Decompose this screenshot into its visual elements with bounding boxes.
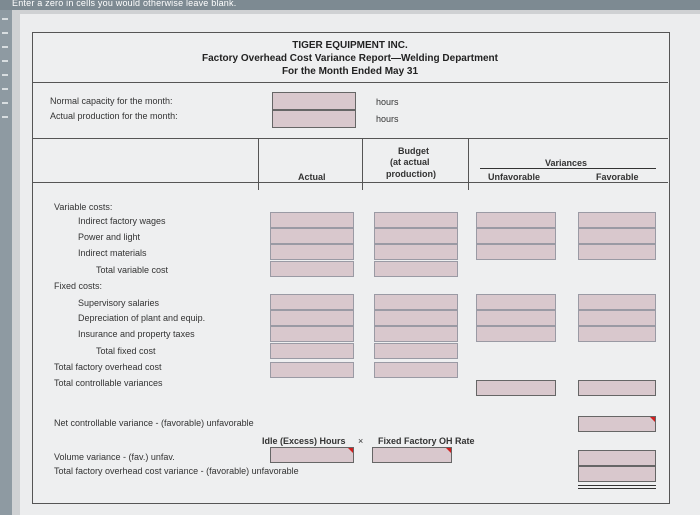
actual-production-input[interactable] <box>272 110 356 128</box>
actual-indirect-wages-input[interactable] <box>270 212 354 228</box>
double-underline-top <box>578 485 656 486</box>
fav-power-input[interactable] <box>578 228 656 244</box>
hours-unit-2: hours <box>376 114 399 124</box>
error-flag-icon <box>650 417 655 422</box>
unfav-salaries-input[interactable] <box>476 294 556 310</box>
budget-materials-input[interactable] <box>374 244 458 260</box>
row-total-overhead: Total factory overhead cost <box>54 362 162 372</box>
budget-depreciation-input[interactable] <box>374 310 458 326</box>
normal-capacity-input[interactable] <box>272 92 356 110</box>
actual-materials-input[interactable] <box>270 244 354 260</box>
idle-hours-label: Idle (Excess) Hours <box>262 436 346 446</box>
col-budget-1: Budget <box>398 146 429 156</box>
error-flag-icon <box>348 448 353 453</box>
unfav-materials-input[interactable] <box>476 244 556 260</box>
fav-indirect-wages-input[interactable] <box>578 212 656 228</box>
volume-variance-input[interactable] <box>578 450 656 466</box>
net-controllable-input[interactable] <box>578 416 656 432</box>
double-underline-bottom <box>578 488 656 489</box>
fixed-rate-input[interactable] <box>372 447 452 463</box>
unfav-indirect-wages-input[interactable] <box>476 212 556 228</box>
actual-insurance-input[interactable] <box>270 326 354 342</box>
row-insurance: Insurance and property taxes <box>78 329 195 339</box>
instruction-text: Enter a zero in cells you would otherwise leave blank. <box>12 0 237 8</box>
times-symbol: × <box>358 436 364 446</box>
company-name: TIGER EQUIPMENT INC. <box>292 40 408 51</box>
row-total-controllable: Total controllable variances <box>54 378 163 388</box>
variances-underline <box>480 168 656 169</box>
col-budget-2: (at actual <box>390 157 430 167</box>
report-period: For the Month Ended May 31 <box>281 66 419 77</box>
row-power-light: Power and light <box>78 232 141 242</box>
row-supervisory-salaries: Supervisory salaries <box>78 298 160 308</box>
idle-hours-input[interactable] <box>270 447 354 463</box>
unfav-insurance-input[interactable] <box>476 326 556 342</box>
row-indirect-wages: Indirect factory wages <box>78 216 166 226</box>
net-controllable-label: Net controllable variance - (favorable) unfavorable <box>54 418 254 428</box>
section-divider <box>32 138 668 139</box>
row-depreciation: Depreciation of plant and equip. <box>78 313 206 323</box>
actual-total-overhead-input[interactable] <box>270 362 354 378</box>
actual-salaries-input[interactable] <box>270 294 354 310</box>
budget-insurance-input[interactable] <box>374 326 458 342</box>
actual-power-input[interactable] <box>270 228 354 244</box>
budget-total-fixed-input[interactable] <box>374 343 458 359</box>
col-favorable: Favorable <box>596 172 639 182</box>
col-budget-3: production) <box>386 169 436 179</box>
fixed-rate-label: Fixed Factory OH Rate <box>378 436 475 446</box>
budget-power-input[interactable] <box>374 228 458 244</box>
budget-indirect-wages-input[interactable] <box>374 212 458 228</box>
hours-unit-1: hours <box>376 97 399 107</box>
row-indirect-materials: Indirect materials <box>78 248 147 258</box>
header-divider <box>32 82 668 83</box>
actual-total-variable-input[interactable] <box>270 261 354 277</box>
col-variances: Variances <box>545 158 588 168</box>
budget-salaries-input[interactable] <box>374 294 458 310</box>
volume-variance-label: Volume variance - (fav.) unfav. <box>54 452 175 462</box>
total-variance-input[interactable] <box>578 466 656 482</box>
row-total-variable: Total variable cost <box>96 265 169 275</box>
total-variance-label: Total factory overhead cost variance - (favorable) unfavorable <box>54 466 299 476</box>
col-actual: Actual <box>298 172 326 182</box>
normal-capacity-label: Normal capacity for the month: <box>50 96 173 106</box>
fav-insurance-input[interactable] <box>578 326 656 342</box>
col-unfavorable: Unfavorable <box>488 172 541 182</box>
left-edge-strip <box>0 10 12 515</box>
report-title: Factory Overhead Cost Variance Report—Welding Department <box>201 53 498 64</box>
row-fixed-costs: Fixed costs: <box>54 281 103 291</box>
unfav-total-controllable-input[interactable] <box>476 380 556 396</box>
actual-depreciation-input[interactable] <box>270 310 354 326</box>
row-variable-costs: Variable costs: <box>54 202 113 212</box>
unfav-power-input[interactable] <box>476 228 556 244</box>
budget-total-overhead-input[interactable] <box>374 362 458 378</box>
actual-total-fixed-input[interactable] <box>270 343 354 359</box>
unfav-depreciation-input[interactable] <box>476 310 556 326</box>
fav-salaries-input[interactable] <box>578 294 656 310</box>
fav-materials-input[interactable] <box>578 244 656 260</box>
column-header-divider <box>32 182 668 183</box>
budget-total-variable-input[interactable] <box>374 261 458 277</box>
row-total-fixed: Total fixed cost <box>96 346 156 356</box>
instruction-bar <box>0 0 700 10</box>
fav-total-controllable-input[interactable] <box>578 380 656 396</box>
fav-depreciation-input[interactable] <box>578 310 656 326</box>
actual-production-label: Actual production for the month: <box>50 111 178 121</box>
error-flag-icon <box>446 448 451 453</box>
